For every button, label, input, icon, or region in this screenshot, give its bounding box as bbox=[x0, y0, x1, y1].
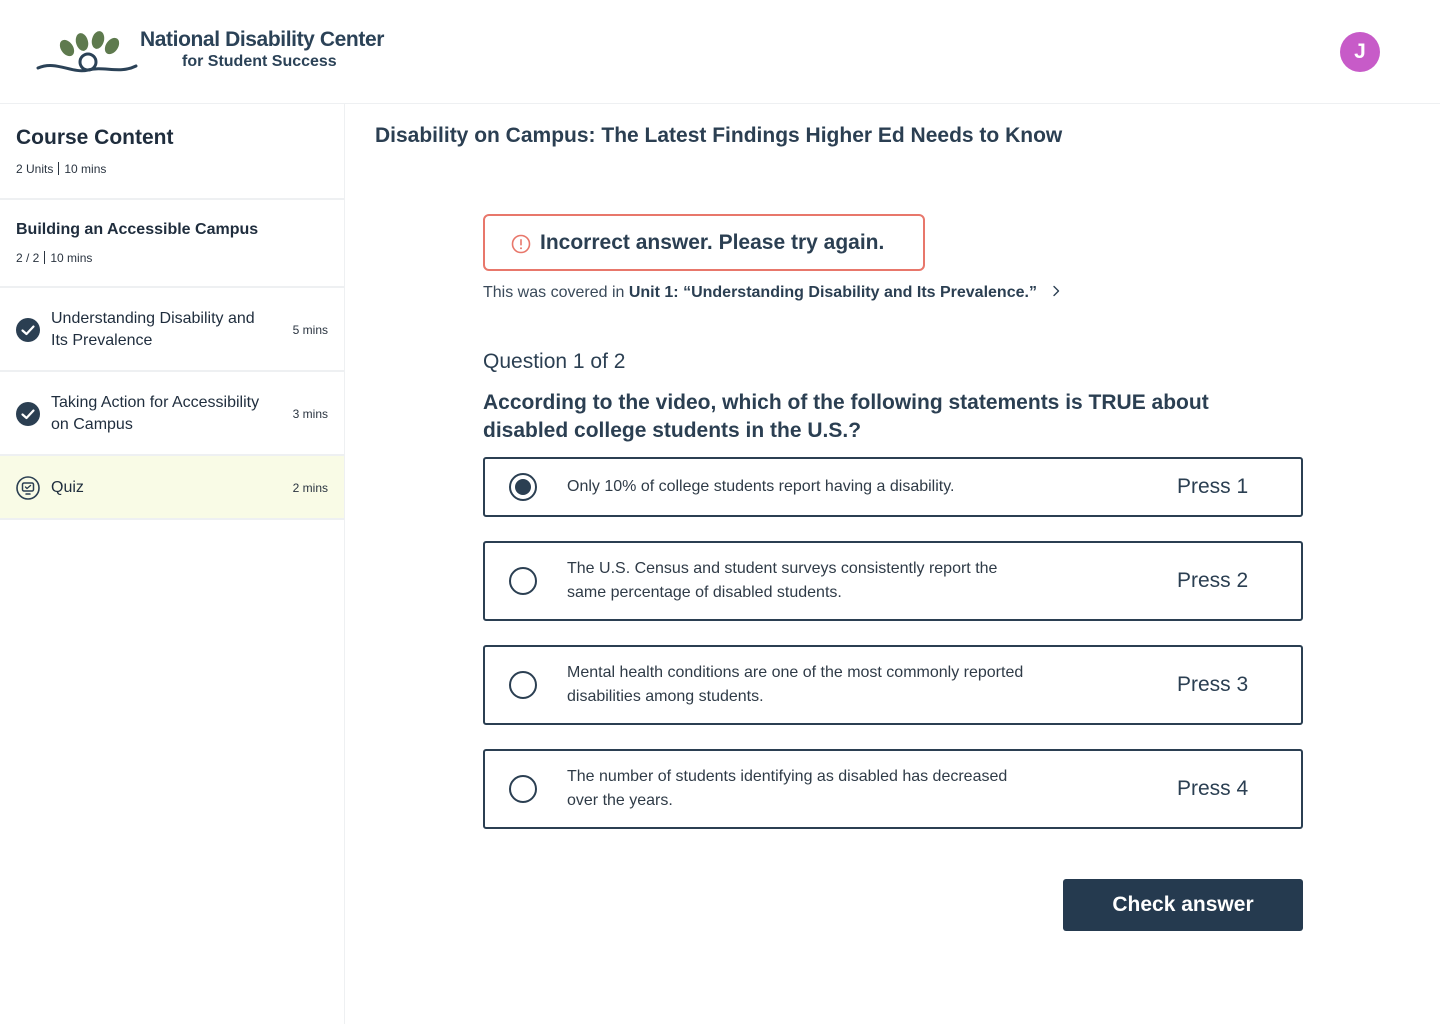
course-section[interactable] bbox=[0, 200, 344, 288]
sidebar-item-quiz[interactable] bbox=[0, 456, 344, 520]
brand-subtitle: for Student Success bbox=[182, 53, 337, 70]
brand bbox=[140, 28, 384, 71]
section-duration: 10 mins bbox=[50, 251, 93, 265]
sidebar-item-time: 5 mins bbox=[292, 323, 328, 337]
section-progress: 2 / 2 bbox=[16, 251, 40, 265]
unit-link[interactable]: Unit 1: “Understanding Disability and Its Prevalence.” bbox=[628, 284, 1037, 301]
course-duration: 10 mins bbox=[64, 162, 107, 176]
radio-button-selected[interactable] bbox=[509, 473, 537, 501]
course-meta bbox=[16, 162, 106, 176]
app-header bbox=[0, 0, 1440, 104]
option-shortcut: Press 3 bbox=[1177, 673, 1249, 696]
radio-button[interactable] bbox=[509, 775, 537, 803]
option-shortcut: Press 1 bbox=[1177, 475, 1249, 498]
user-avatar[interactable]: J bbox=[1340, 32, 1380, 72]
sidebar-item-label: Understanding Disability and Its Prevalence bbox=[51, 310, 255, 349]
page-title: Disability on Campus: The Latest Findings Higher Ed Needs to Know bbox=[375, 124, 1063, 147]
option-shortcut: Press 4 bbox=[1177, 777, 1249, 800]
sidebar-item-label: Taking Action for Accessibility on Campus bbox=[51, 394, 260, 433]
sidebar-item-time: 2 mins bbox=[292, 481, 328, 495]
sidebar-item-taking-action[interactable] bbox=[0, 372, 344, 456]
option-text: Mental health conditions are one of the most commonly reported disabilities among students. bbox=[567, 664, 1024, 705]
sidebar-item-understanding-disability[interactable] bbox=[0, 288, 344, 372]
course-units: 2 Units bbox=[16, 162, 54, 176]
check-circle-icon bbox=[16, 402, 40, 426]
option-text: The number of students identifying as disabled has decreased over the years. bbox=[567, 768, 1008, 809]
check-answer-button[interactable]: Check answer bbox=[1063, 879, 1303, 931]
option-text: The U.S. Census and student surveys consistently report the same percentage of disabled students. bbox=[567, 560, 998, 601]
answer-option-2[interactable] bbox=[483, 541, 1303, 621]
alert-message: Incorrect answer. Please try again. bbox=[540, 231, 885, 254]
answer-option-4[interactable] bbox=[483, 749, 1303, 829]
sidebar-item-label: Quiz bbox=[51, 479, 84, 496]
chevron-right-icon[interactable] bbox=[1051, 285, 1061, 297]
brand-name: National Disability Center bbox=[140, 28, 384, 51]
hint-prefix: This was covered in bbox=[483, 284, 625, 301]
section-meta bbox=[16, 251, 92, 265]
logo-icon bbox=[36, 26, 146, 78]
sidebar-item-time: 3 mins bbox=[292, 407, 328, 421]
quiz-icon bbox=[16, 476, 40, 500]
question-count: Question 1 of 2 bbox=[483, 350, 626, 373]
option-shortcut: Press 2 bbox=[1177, 569, 1249, 592]
course-content-title: Course Content bbox=[16, 126, 174, 149]
hint-text bbox=[483, 284, 1061, 302]
question-text: According to the video, which of the following statements is TRUE about disabled college students in the U.S.? bbox=[483, 391, 1209, 442]
section-title: Building an Accessible Campus bbox=[16, 221, 259, 238]
course-content-header bbox=[0, 104, 344, 200]
answer-option-1[interactable] bbox=[483, 457, 1303, 517]
option-text: Only 10% of college students report having a disability. bbox=[567, 478, 955, 495]
course-sidebar bbox=[0, 104, 345, 1024]
radio-button[interactable] bbox=[509, 567, 537, 595]
check-circle-icon bbox=[16, 318, 40, 342]
error-alert bbox=[483, 214, 925, 271]
error-icon bbox=[511, 234, 531, 254]
radio-button[interactable] bbox=[509, 671, 537, 699]
answer-option-3[interactable] bbox=[483, 645, 1303, 725]
